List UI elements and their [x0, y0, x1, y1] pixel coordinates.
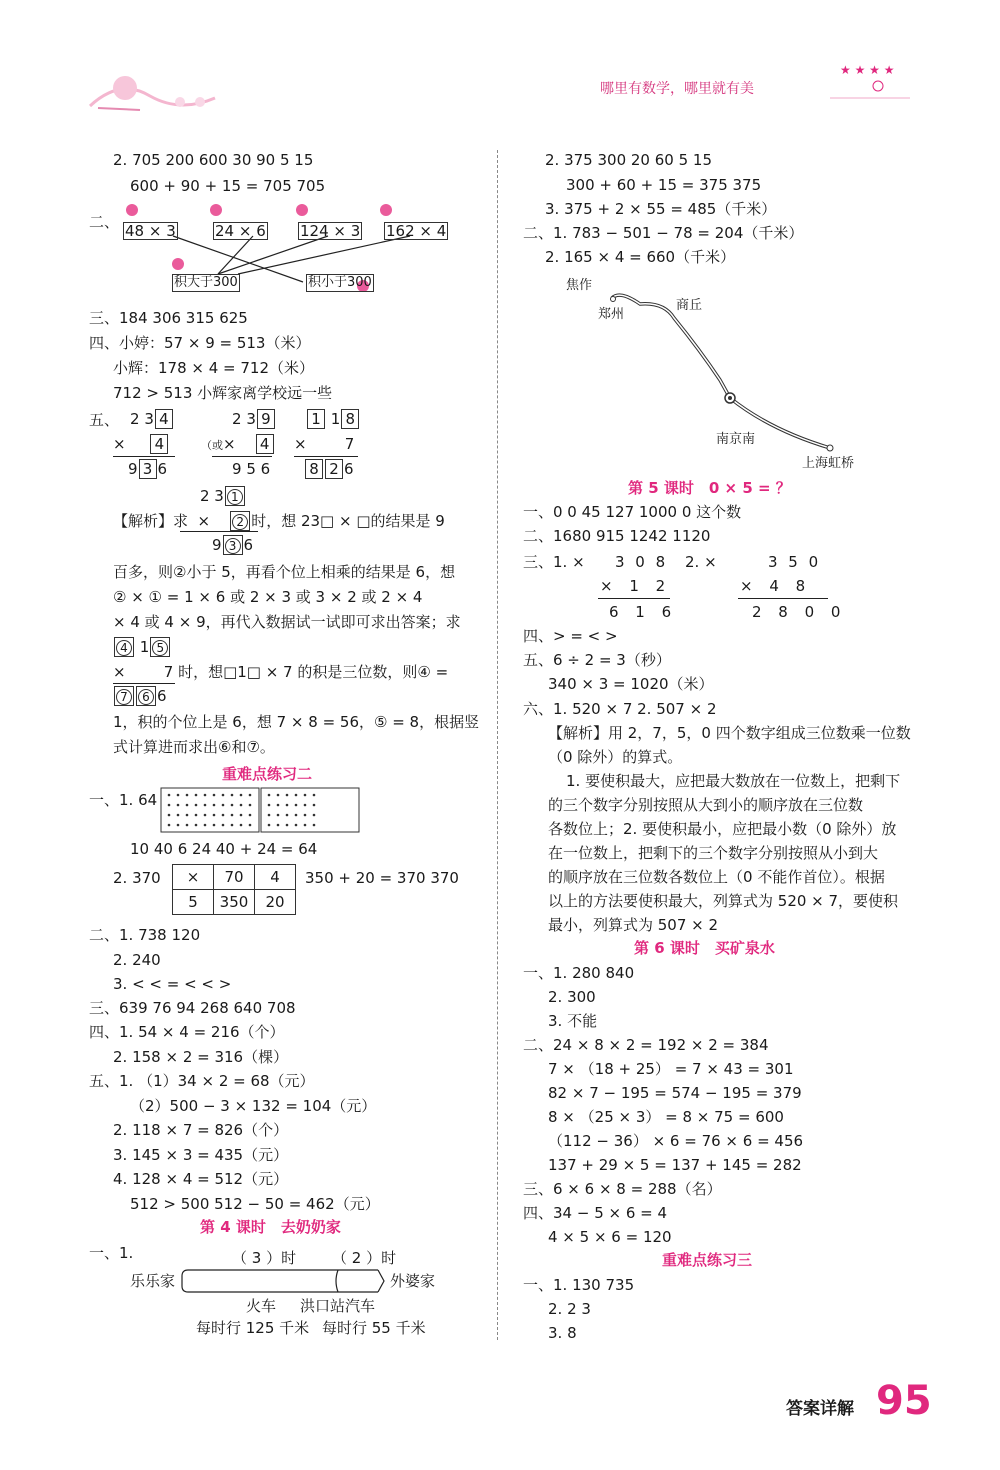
- s11: 的三个数字分别按照从大到小的顺序放在三位数: [548, 796, 864, 814]
- header-decoration-right: [830, 60, 920, 119]
- array-dot: [240, 814, 243, 817]
- array-dot: [295, 804, 298, 807]
- array-dot: [222, 804, 225, 807]
- t10: 三、6 × 6 × 8 = 288（名）: [523, 1180, 722, 1198]
- array-dot: [231, 814, 234, 817]
- l4-t2: 洪口站汽车: [300, 1297, 376, 1315]
- array-dot: [304, 804, 307, 807]
- p1-rule: [113, 456, 175, 457]
- array-dot: [213, 814, 216, 817]
- map-jiaozuo: 焦作: [566, 278, 593, 293]
- d6: 三、639 76 94 268 640 708: [89, 999, 296, 1017]
- expl-line8: 1，积的个位上是 6，想 7 × 8 = 56，⑤ = 8，根据竖: [113, 713, 480, 731]
- array-dot: [177, 794, 180, 797]
- expl-line7: 7 6 6: [113, 686, 167, 706]
- t11: 四、34 − 5 × 6 = 4: [523, 1204, 668, 1222]
- array-dot: [286, 814, 289, 817]
- array-dot: [313, 824, 316, 827]
- array-dot: [213, 804, 216, 807]
- t9: 137 + 29 × 5 = 137 + 145 = 282: [548, 1156, 802, 1174]
- dot-array: [160, 787, 360, 837]
- s5: 五、6 ÷ 2 = 3（秒）: [523, 651, 671, 669]
- array-dot: [249, 824, 252, 827]
- sec4c: 712 > 513 小辉家离学校远一些: [113, 384, 333, 402]
- svg-text:★ ★ ★ ★: ★ ★ ★ ★: [840, 63, 895, 77]
- array-dot: [177, 804, 180, 807]
- array-dot: [249, 814, 252, 817]
- map-shanghai: 上海虹桥: [802, 456, 855, 471]
- array-dot: [304, 794, 307, 797]
- d3: 二、1. 738 120: [89, 926, 201, 944]
- sec3: 三、184 306 315 625: [89, 309, 248, 327]
- p1-res: 9 3 6: [128, 460, 168, 478]
- array-dot: [249, 794, 252, 797]
- array-dot: [222, 824, 225, 827]
- left-a2: 600 + 90 + 15 = 705 705: [130, 177, 326, 195]
- header-motto: 哪里有数学，哪里就有美: [600, 81, 754, 97]
- s4: 四、> = < >: [523, 627, 618, 645]
- t2: 2. 300: [548, 988, 596, 1006]
- t4: 二、24 × 8 × 2 = 192 × 2 = 384: [523, 1036, 769, 1054]
- array-dot: [168, 814, 171, 817]
- l4-brace-diagram: [180, 1266, 390, 1300]
- array-dot: [204, 804, 207, 807]
- sec2-label: 二、: [89, 213, 120, 231]
- t1: 一、1. 280 840: [523, 964, 635, 982]
- l4-h2: （ 2 ）时: [332, 1249, 397, 1267]
- d1: 一、1. 64: [89, 791, 158, 809]
- d9: 五、1. （1）34 × 2 = 68（元）: [89, 1072, 315, 1090]
- array-dot: [195, 794, 198, 797]
- array-dot: [277, 824, 280, 827]
- r1: 2. 375 300 20 60 5 15: [545, 151, 712, 169]
- array-dot: [240, 804, 243, 807]
- match-box-4: 162 × 4: [386, 222, 447, 240]
- d8: 2. 158 × 2 = 316（棵）: [113, 1048, 289, 1066]
- t8: （112 − 36） × 6 = 76 × 6 = 456: [548, 1132, 804, 1150]
- s3b-mul: × 4 8: [740, 577, 812, 595]
- r2: 300 + 60 + 15 = 375 375: [566, 176, 762, 194]
- array-dot: [213, 794, 216, 797]
- map-zhengzhou: 郑州: [598, 307, 625, 322]
- p3-res: 8 2 6: [304, 459, 354, 479]
- l4-to: 外婆家: [390, 1272, 436, 1290]
- matching-diagram: [118, 202, 448, 306]
- d2-label: 2. 370: [113, 869, 161, 887]
- p3-rule: [294, 456, 358, 457]
- p2-mul: （或× 4: [201, 434, 275, 456]
- array-dot: [195, 814, 198, 817]
- array-dot: [268, 804, 271, 807]
- array-dot: [313, 814, 316, 817]
- expl-rule1: [180, 531, 258, 532]
- match-box-gt: 积大于300: [174, 275, 238, 290]
- map-shangqiu: 商丘: [676, 298, 703, 313]
- l4-h1: （ 3 ）时: [232, 1249, 297, 1267]
- expl-line9: 式计算进而求出⑥和⑦。: [113, 738, 275, 756]
- s3b-label: 2. ×: [685, 553, 717, 571]
- s3a-top: 3 0 8: [615, 553, 669, 571]
- expl-rule2: [113, 683, 175, 684]
- left-a1: 2. 705 200 600 30 90 5 15: [113, 151, 314, 169]
- array-dot: [195, 824, 198, 827]
- r3: 3. 375 + 2 × 55 = 485（千米）: [545, 200, 777, 218]
- array-dot: [313, 804, 316, 807]
- sec4b: 小辉：178 × 4 = 712（米）: [113, 359, 315, 377]
- array-dot: [277, 804, 280, 807]
- array-dot: [277, 794, 280, 797]
- array-dot: [268, 814, 271, 817]
- s1: 一、0 0 45 127 1000 0 这个数: [523, 503, 742, 521]
- s15: 以上的方法要使积最大，列算式为 520 × 7，要使积: [548, 892, 899, 910]
- array-dot: [186, 794, 189, 797]
- footer-label: 答案详解: [786, 1399, 854, 1419]
- array-dot: [304, 824, 307, 827]
- s16: 最小，列算式为 507 × 2: [548, 916, 719, 934]
- s13: 在一位数上，把剩下的三个数字分别按照从小到大: [548, 844, 879, 862]
- s3b-top: 3 5 0: [768, 553, 822, 571]
- array-dot: [204, 814, 207, 817]
- p1-top: 2 3 4: [130, 409, 174, 429]
- t6: 82 × 7 − 195 = 574 − 195 = 379: [548, 1084, 802, 1102]
- array-dot: [231, 824, 234, 827]
- array-dot: [186, 824, 189, 827]
- s12: 各数位上；2. 要使积最小，应把最小数（0 除外）放: [548, 820, 897, 838]
- expl-line3: ② × ① = 1 × 6 或 2 × 3 或 3 × 2 或 2 × 4: [113, 588, 423, 606]
- heading-lesson5: 第 5 课时 0 × 5 = ？: [628, 479, 791, 497]
- page-number: 95: [876, 1378, 932, 1424]
- array-dot: [177, 814, 180, 817]
- array-dot: [195, 804, 198, 807]
- u2: 2. 2 3: [548, 1300, 591, 1318]
- s7: 六、1. 520 × 7 2. 507 × 2: [523, 700, 717, 718]
- s3b-res: 2 8 0 0: [752, 603, 847, 621]
- array-dot: [268, 794, 271, 797]
- s14: 的顺序放在三位数各数位上（0 不能作首位）。根据: [548, 868, 885, 886]
- array-dot: [222, 814, 225, 817]
- d10: （2）500 − 3 × 132 = 104（元）: [130, 1097, 377, 1115]
- array-dot: [295, 794, 298, 797]
- d12: 3. 145 × 3 = 435（元）: [113, 1146, 289, 1164]
- d5: 3. < < = < < >: [113, 975, 232, 993]
- array-dot: [168, 794, 171, 797]
- d14: 512 > 500 512 − 50 = 462（元）: [130, 1195, 380, 1213]
- array-dot: [240, 794, 243, 797]
- u3: 3. 8: [548, 1324, 577, 1342]
- t7: 8 × （25 × 3） = 8 × 75 = 600: [548, 1108, 784, 1126]
- array-dot: [286, 804, 289, 807]
- sec5-label: 五、: [89, 411, 120, 429]
- d1b: 10 40 6 24 40 + 24 = 64: [130, 840, 318, 858]
- array-dot: [222, 794, 225, 797]
- heading-lesson4: 第 4 课时 去奶奶家: [200, 1218, 341, 1236]
- s8: 【解析】用 2，7，5，0 四个数字组成三位数乘一位数: [548, 724, 911, 742]
- array-dot: [313, 794, 316, 797]
- heading-drill2: 重难点练习二: [222, 765, 313, 783]
- p2-res: 9 5 6: [232, 460, 271, 478]
- array-dot: [240, 824, 243, 827]
- t3: 3. 不能: [548, 1012, 598, 1030]
- d13: 4. 128 × 4 = 512（元）: [113, 1170, 289, 1188]
- array-dot: [286, 824, 289, 827]
- sec4a: 四、小婷：57 × 9 = 513（米）: [89, 334, 311, 352]
- l4-from: 乐乐家: [130, 1272, 176, 1290]
- array-dot: [231, 794, 234, 797]
- array-dot: [304, 814, 307, 817]
- t5: 7 × （18 + 25） = 7 × 43 = 301: [548, 1060, 794, 1078]
- l4-s1: 每时行 125 千米: [196, 1319, 310, 1337]
- d2-rest: 350 + 20 = 370 370: [305, 869, 459, 887]
- s3-label: 三、1. ×: [523, 553, 585, 571]
- s3a-rule: [598, 598, 670, 599]
- array-dot: [277, 814, 280, 817]
- match-box-2: 24 × 6: [215, 222, 266, 240]
- array-dot: [231, 804, 234, 807]
- t12: 4 × 5 × 6 = 120: [548, 1228, 672, 1246]
- d4: 2. 240: [113, 951, 161, 969]
- s3b-rule: [738, 598, 828, 599]
- p1-mul: × 4: [113, 434, 169, 454]
- heading-drill3: 重难点练习三: [662, 1251, 753, 1269]
- array-dot: [177, 824, 180, 827]
- s2: 二、1680 915 1242 1120: [523, 527, 711, 545]
- array-dot: [286, 794, 289, 797]
- expl-line4: × 4 或 4 × 9，再代入数据试一试即可求出答案；求: [113, 613, 461, 631]
- array-dot: [186, 814, 189, 817]
- match-box-3: 124 × 3: [300, 222, 361, 240]
- s10: 1. 要使积最大，应把最大数放在一位数上，把剩下: [566, 772, 901, 790]
- p2-rule: [212, 456, 272, 457]
- d7: 四、1. 54 × 4 = 216（个）: [89, 1023, 285, 1041]
- expl-line2: 百多，则②小于 5，再看个位上相乘的结果是 6，想: [113, 563, 456, 581]
- l4-label: 一、1.: [89, 1244, 134, 1262]
- array-dot: [204, 824, 207, 827]
- array-dot: [213, 824, 216, 827]
- array-dot: [268, 824, 271, 827]
- s3a-mul: × 1 2: [600, 577, 672, 595]
- header-decoration-left: [80, 58, 230, 124]
- array-dot: [186, 804, 189, 807]
- expl-m1: 2 3 1: [200, 486, 246, 506]
- array-dot: [168, 804, 171, 807]
- heading-lesson6: 第 6 课时 买矿泉水: [634, 939, 775, 957]
- array-dot: [168, 824, 171, 827]
- expl-line1: 【解析】求 × 2 时，想 23□ × □的结果是 9: [113, 512, 445, 530]
- p3-top: 1 1 8: [306, 409, 360, 429]
- s9: （0 除外）的算式。: [548, 748, 683, 766]
- r5: 2. 165 × 4 = 660（千米）: [545, 248, 736, 266]
- s6: 340 × 3 = 1020（米）: [548, 675, 714, 693]
- array-dot: [295, 814, 298, 817]
- r4: 二、1. 783 − 501 − 78 = 204（千米）: [523, 224, 804, 242]
- expl-line6: × 7 时，想□1□ × 7 的积是三位数，则④ =: [113, 663, 449, 681]
- d11: 2. 118 × 7 = 826（个）: [113, 1121, 289, 1139]
- p3-mul: × 7: [294, 435, 355, 453]
- p2-top: 2 3 9: [232, 409, 276, 429]
- l4-s2: 每时行 55 千米: [322, 1319, 426, 1337]
- array-dot: [204, 794, 207, 797]
- match-box-1: 48 × 3: [125, 222, 176, 240]
- array-dot: [295, 824, 298, 827]
- l4-t1: 火车: [246, 1297, 277, 1315]
- map-nanjingnan: 南京南: [716, 432, 756, 447]
- u1: 一、1. 130 735: [523, 1276, 635, 1294]
- match-box-lt: 积小于300: [308, 275, 372, 290]
- s3a-res: 6 1 6: [609, 603, 678, 621]
- d2-table: × 70 4 5 350 20: [172, 864, 296, 915]
- expl-line5: 4 1 5: [113, 637, 171, 657]
- array-dot: [249, 804, 252, 807]
- expl-m3: 9 3 6: [212, 536, 254, 554]
- column-divider: [497, 150, 498, 1340]
